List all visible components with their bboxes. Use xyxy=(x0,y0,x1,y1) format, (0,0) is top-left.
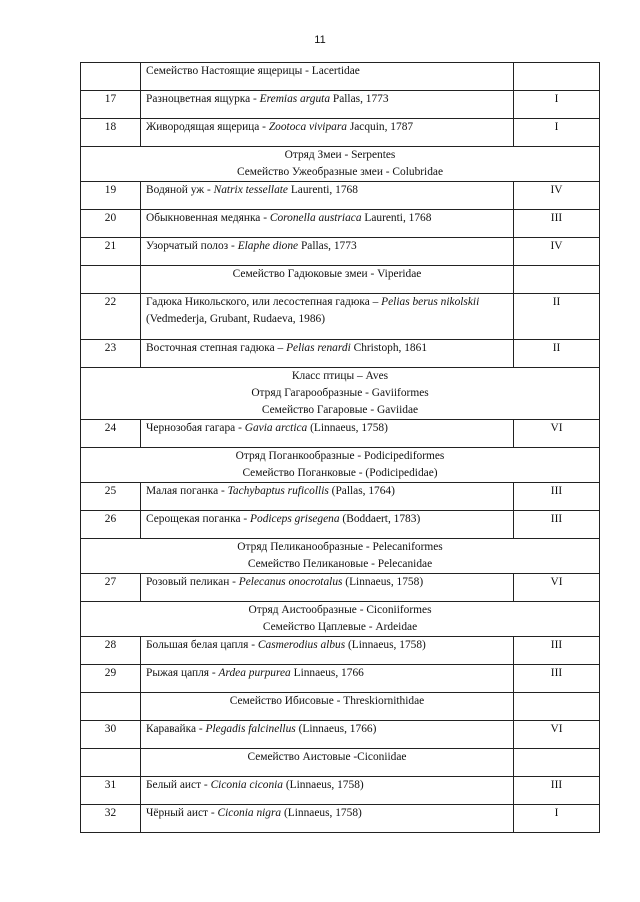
latin-name: Zootoca vivipara xyxy=(268,121,347,133)
taxon-header-line: Отряд Аистообразные - Ciconiiformes xyxy=(248,604,432,616)
species-row xyxy=(81,420,600,448)
species-name xyxy=(141,294,514,340)
family-header: Семейство Аистовые -Ciconiidae xyxy=(141,749,514,777)
taxon-header-line: Семейство Ужеобразные змеи - Colubridae xyxy=(236,166,444,178)
common-name: Восточная степная гадюка – xyxy=(146,342,287,354)
latin-name: Podiceps grisegena xyxy=(250,513,340,525)
status-category: III xyxy=(514,511,600,539)
species-row xyxy=(81,777,600,805)
taxon-header-line: Класс птицы – Aves xyxy=(291,370,389,382)
section-header-row xyxy=(81,693,600,721)
author-year: (Linnaeus, 1758) xyxy=(283,779,364,791)
species-name xyxy=(141,637,514,665)
species-name xyxy=(141,511,514,539)
latin-name: Ciconia ciconia xyxy=(210,779,284,791)
row-number: 17 xyxy=(81,91,141,119)
author-year: (Linnaeus, 1766) xyxy=(295,723,377,735)
common-name: Разноцветная ящурка - xyxy=(146,93,260,105)
common-name: Белый аист - xyxy=(146,779,211,791)
section-header-row xyxy=(81,266,600,294)
common-name: Серощекая поганка - xyxy=(146,513,251,525)
species-name xyxy=(141,91,514,119)
row-number: 25 xyxy=(81,483,141,511)
species-row xyxy=(81,665,600,693)
species-row xyxy=(81,119,600,147)
species-row xyxy=(81,805,600,833)
row-number: 32 xyxy=(81,805,141,833)
author-year: Pallas, 1773 xyxy=(330,93,389,105)
common-name: Каравайка - xyxy=(146,723,206,735)
empty-cell xyxy=(514,63,600,91)
common-name: Малая поганка - xyxy=(146,485,228,497)
section-header-row xyxy=(81,602,600,637)
section-header-row xyxy=(81,368,600,420)
row-number: 29 xyxy=(81,665,141,693)
species-row xyxy=(81,91,600,119)
latin-name: Casmerodius albus xyxy=(257,639,346,651)
section-header-row xyxy=(81,539,600,574)
author-year: Laurenti, 1768 xyxy=(361,212,432,224)
taxon-header-line: Семейство Пеликановые - Pelecanidae xyxy=(247,558,433,570)
taxon-header xyxy=(81,147,600,182)
common-name: Узорчатый полоз - xyxy=(146,240,238,252)
author-year: (Linnaeus, 1758) xyxy=(345,639,426,651)
author-year: Linnaeus, 1766 xyxy=(290,667,364,679)
latin-name: Eremias arguta xyxy=(259,93,331,105)
species-name xyxy=(141,665,514,693)
empty-cell xyxy=(81,63,141,91)
latin-name: Ardea purpurea xyxy=(218,667,291,679)
author-year: (Linnaeus, 1758) xyxy=(342,576,424,588)
latin-name: Elaphe dione xyxy=(237,240,299,252)
author-year: Laurenti, 1768 xyxy=(288,184,358,196)
common-name: Обыкновенная медянка - xyxy=(146,212,270,224)
taxon-header-line: Отряд Гагарообразные - Gaviiformes xyxy=(251,387,429,399)
species-row xyxy=(81,210,600,238)
latin-name: Pelias renardi xyxy=(286,342,351,354)
author-year: Pallas, 1773 xyxy=(298,240,357,252)
latin-name: Tachybaptus ruficollis xyxy=(227,485,329,497)
species-row xyxy=(81,483,600,511)
page-number: 11 xyxy=(314,34,326,46)
status-category: I xyxy=(514,91,600,119)
common-name: Живородящая ящерица - xyxy=(146,121,269,133)
row-number: 30 xyxy=(81,721,141,749)
status-category: III xyxy=(514,637,600,665)
row-number: 28 xyxy=(81,637,141,665)
taxon-header-line: Семейство Гагаровые - Gaviidae xyxy=(261,404,419,416)
species-name xyxy=(141,483,514,511)
row-number: 31 xyxy=(81,777,141,805)
common-name: Гадюка Никольского, или лесостепная гадюка – xyxy=(146,296,382,308)
status-category: I xyxy=(514,119,600,147)
section-header-row xyxy=(81,63,600,91)
species-row xyxy=(81,511,600,539)
taxon-header xyxy=(81,448,600,483)
species-row xyxy=(81,182,600,210)
common-name: Рыжая цапля - xyxy=(146,667,219,679)
author-year: (Linnaeus, 1758) xyxy=(307,422,388,434)
latin-name: Gavia arctica xyxy=(244,422,308,434)
row-number: 19 xyxy=(81,182,141,210)
empty-cell xyxy=(81,693,141,721)
species-row xyxy=(81,637,600,665)
author-year: (Vedmederja, Grubant, Rudaeva, 1986) xyxy=(146,313,326,325)
status-category: III xyxy=(514,665,600,693)
taxon-header-line: Отряд Поганкообразные - Podicipediformes xyxy=(235,450,445,462)
common-name: Водяной уж - xyxy=(146,184,214,196)
species-row xyxy=(81,340,600,368)
section-header-row xyxy=(81,147,600,182)
species-name xyxy=(141,721,514,749)
species-row xyxy=(81,294,600,340)
taxon-header xyxy=(81,602,600,637)
family-header: Семейство Ибисовые - Threskiornithidae xyxy=(141,693,514,721)
row-number: 23 xyxy=(81,340,141,368)
row-number: 24 xyxy=(81,420,141,448)
empty-cell xyxy=(514,693,600,721)
status-category: III xyxy=(514,210,600,238)
species-name xyxy=(141,182,514,210)
row-number: 20 xyxy=(81,210,141,238)
status-category: IV xyxy=(514,182,600,210)
empty-cell xyxy=(81,749,141,777)
latin-name: Ciconia nigra xyxy=(217,807,282,819)
taxon-header xyxy=(81,539,600,574)
author-year: Christoph, 1861 xyxy=(350,342,428,354)
row-number: 27 xyxy=(81,574,141,602)
species-row xyxy=(81,574,600,602)
taxon-header-line: Семейство Цаплевые - Ardeidae xyxy=(262,621,418,633)
latin-name: Coronella austriaca xyxy=(269,212,362,224)
section-header-row xyxy=(81,749,600,777)
latin-name: Plegadis falcinellus xyxy=(205,723,296,735)
row-number: 26 xyxy=(81,511,141,539)
status-category: IV xyxy=(514,238,600,266)
status-category: VI xyxy=(514,721,600,749)
status-category: III xyxy=(514,777,600,805)
row-number: 18 xyxy=(81,119,141,147)
common-name: Чернозобая гагара - xyxy=(146,422,245,434)
empty-cell xyxy=(514,749,600,777)
species-row xyxy=(81,721,600,749)
species-name xyxy=(141,119,514,147)
species-name xyxy=(141,210,514,238)
status-category: I xyxy=(514,805,600,833)
species-row xyxy=(81,238,600,266)
section-header-row xyxy=(81,448,600,483)
status-category: VI xyxy=(514,420,600,448)
empty-cell xyxy=(81,266,141,294)
species-name xyxy=(141,238,514,266)
author-year: (Pallas, 1764) xyxy=(328,485,395,497)
species-table xyxy=(80,62,600,833)
status-category: II xyxy=(514,340,600,368)
status-category: II xyxy=(514,294,600,340)
common-name: Розовый пеликан - xyxy=(146,576,239,588)
species-name xyxy=(141,574,514,602)
author-year: (Boddaert, 1783) xyxy=(339,513,421,525)
latin-name: Natrix tessellate xyxy=(213,184,288,196)
species-name xyxy=(141,420,514,448)
family-header: Семейство Настоящие ящерицы - Lacertidae xyxy=(141,63,514,91)
species-name xyxy=(141,777,514,805)
common-name: Большая белая цапля - xyxy=(146,639,258,651)
author-year: (Linnaeus, 1758) xyxy=(281,807,362,819)
status-category: III xyxy=(514,483,600,511)
taxon-header-line: Семейство Поганковые - (Podicipedidae) xyxy=(242,467,438,479)
species-name xyxy=(141,805,514,833)
status-category: VI xyxy=(514,574,600,602)
row-number: 21 xyxy=(81,238,141,266)
taxon-header-line: Отряд Пеликанообразные - Pelecaniformes xyxy=(237,541,443,553)
latin-name: Pelias berus nikolskii xyxy=(381,296,480,308)
author-year: Jacquin, 1787 xyxy=(346,121,414,133)
common-name: Чёрный аист - xyxy=(146,807,218,819)
taxon-header-line: Отряд Змеи - Serpentes xyxy=(284,149,396,161)
species-name xyxy=(141,340,514,368)
family-header: Семейство Гадюковые змеи - Viperidae xyxy=(141,266,514,294)
empty-cell xyxy=(514,266,600,294)
latin-name: Pelecanus onocrotalus xyxy=(238,576,343,588)
row-number: 22 xyxy=(81,294,141,340)
species-table-body xyxy=(81,63,600,833)
taxon-header xyxy=(81,368,600,420)
